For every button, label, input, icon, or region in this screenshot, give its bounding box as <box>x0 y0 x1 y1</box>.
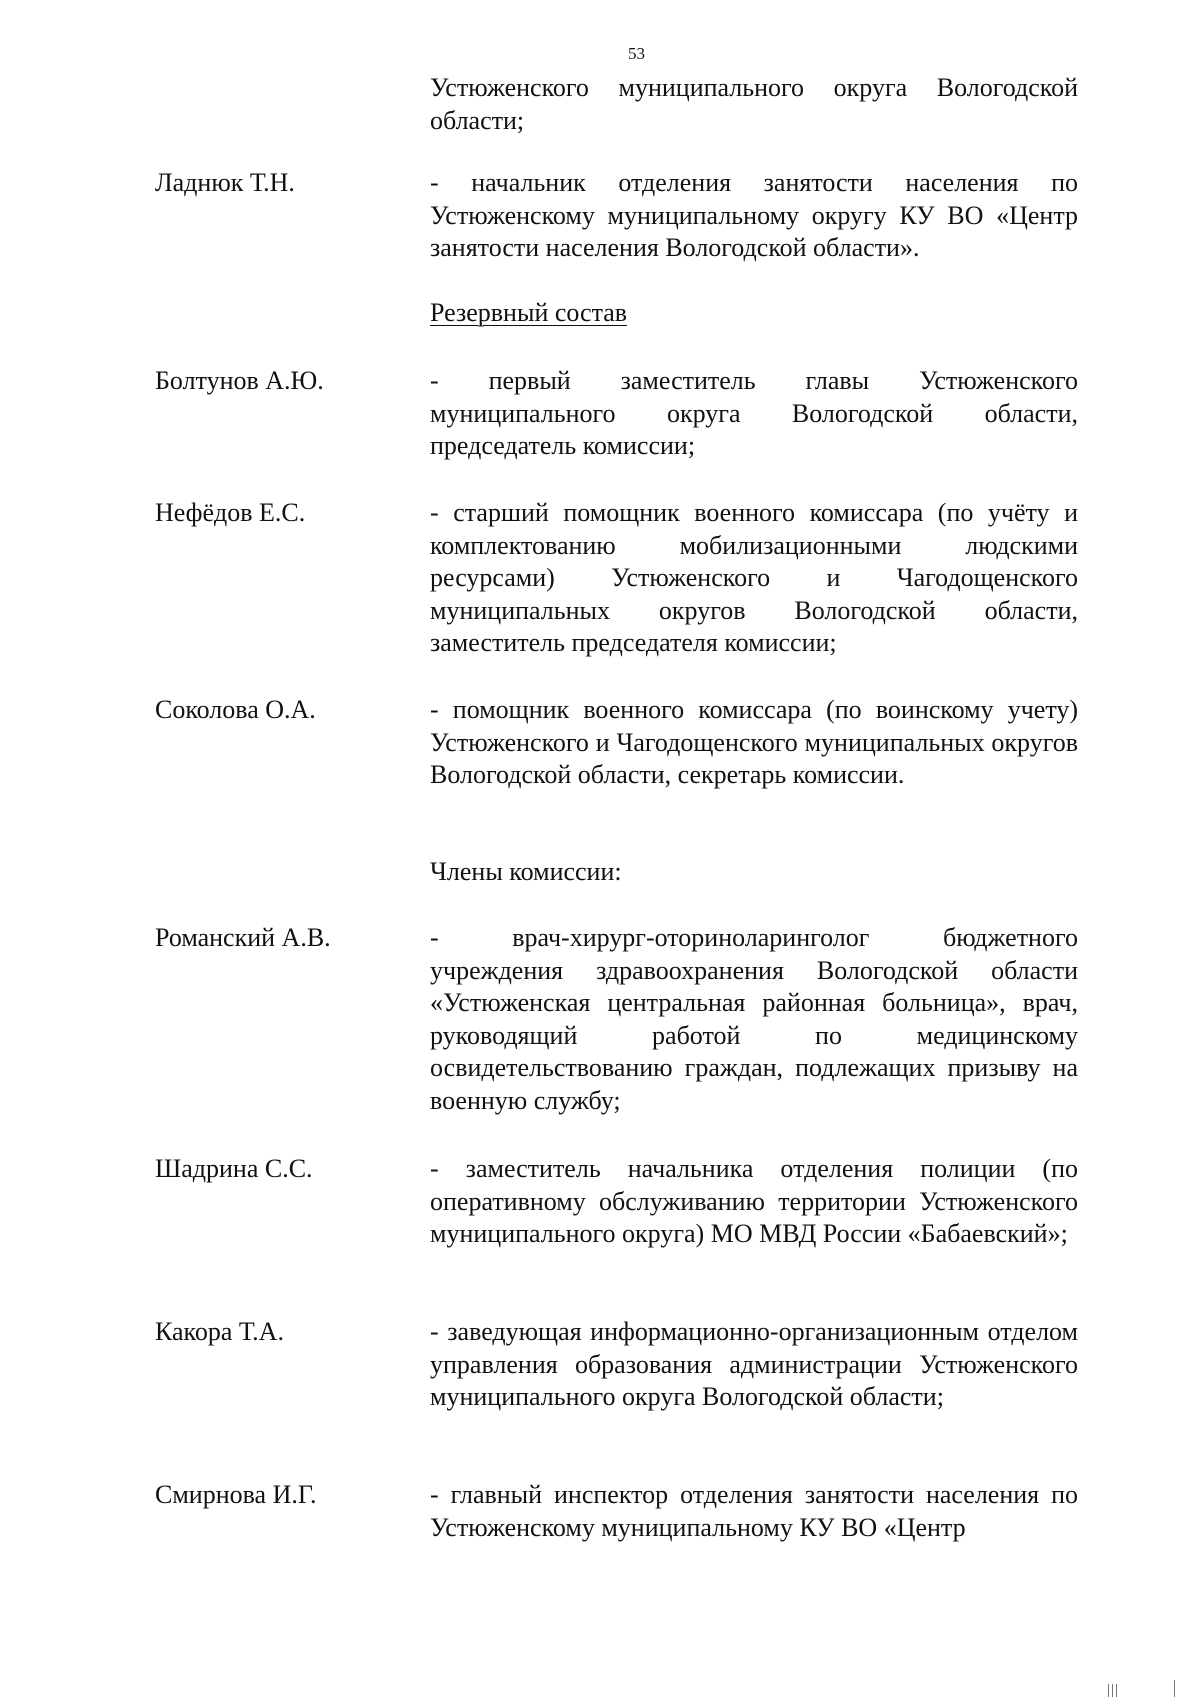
scan-artifact <box>1116 1684 1117 1697</box>
member-name: Шадрина С.С. <box>155 1154 313 1183</box>
reserve-heading: Резервный состав <box>430 298 628 327</box>
member-role: - первый заместитель главы Устюженского муниципального округа Вологодской области, председатель комиссии; <box>430 366 1078 460</box>
page-number: 53 <box>628 44 645 63</box>
member-name: Романский А.В. <box>155 923 331 952</box>
intro-continuation-text: Устюженского муниципального округа Вологодской области; <box>430 73 1078 135</box>
member-role: - заместитель начальника отделения полиции (по оперативному обслуживанию территории Устюженского муниципального округа) МО МВД России «Бабаевский»; <box>430 1154 1078 1248</box>
scan-artifact <box>1112 1684 1113 1697</box>
scan-artifact <box>1108 1684 1109 1697</box>
member-role: - врач-хирург-оториноларинголог бюджетного учреждения здравоохранения Вологодской области «Устюженская центральная районная больница», врач, руководящий работой по медицинскому освидетельствованию граждан, подлежащих призыву на военную службу; <box>430 923 1078 1115</box>
member-name: Нефёдов Е.С. <box>155 498 306 527</box>
member-name: Какора Т.А. <box>155 1317 284 1346</box>
member-name: Смирнова И.Г. <box>155 1480 317 1509</box>
members-heading: Члены комиссии: <box>430 857 622 886</box>
member-name: Ладнюк Т.Н. <box>155 168 295 197</box>
member-role: - помощник военного комиссара (по воинскому учету) Устюженского и Чагодощенского муниципальных округов Вологодской области, секретарь комиссии. <box>430 695 1078 789</box>
scan-artifact <box>1174 1680 1175 1697</box>
member-name: Соколова О.А. <box>155 695 316 724</box>
member-role: - старший помощник военного комиссара (по учёту и комплектованию мобилизационными людскими ресурсами) Устюженского и Чагодощенского муниципальных округов Вологодской области, заместитель председателя комиссии; <box>430 498 1078 657</box>
member-role: - заведующая информационно-организационным отделом управления образования администрации Устюженского муниципального округа Вологодской области; <box>430 1317 1078 1411</box>
member-name: Болтунов А.Ю. <box>155 366 324 395</box>
member-role: - главный инспектор отделения занятости населения по Устюженскому муниципальному КУ ВО «Центр <box>430 1480 1078 1542</box>
member-role: - начальник отделения занятости населения по Устюженскому муниципальному округу КУ ВО «Центр занятости населения Вологодской области». <box>430 168 1078 262</box>
